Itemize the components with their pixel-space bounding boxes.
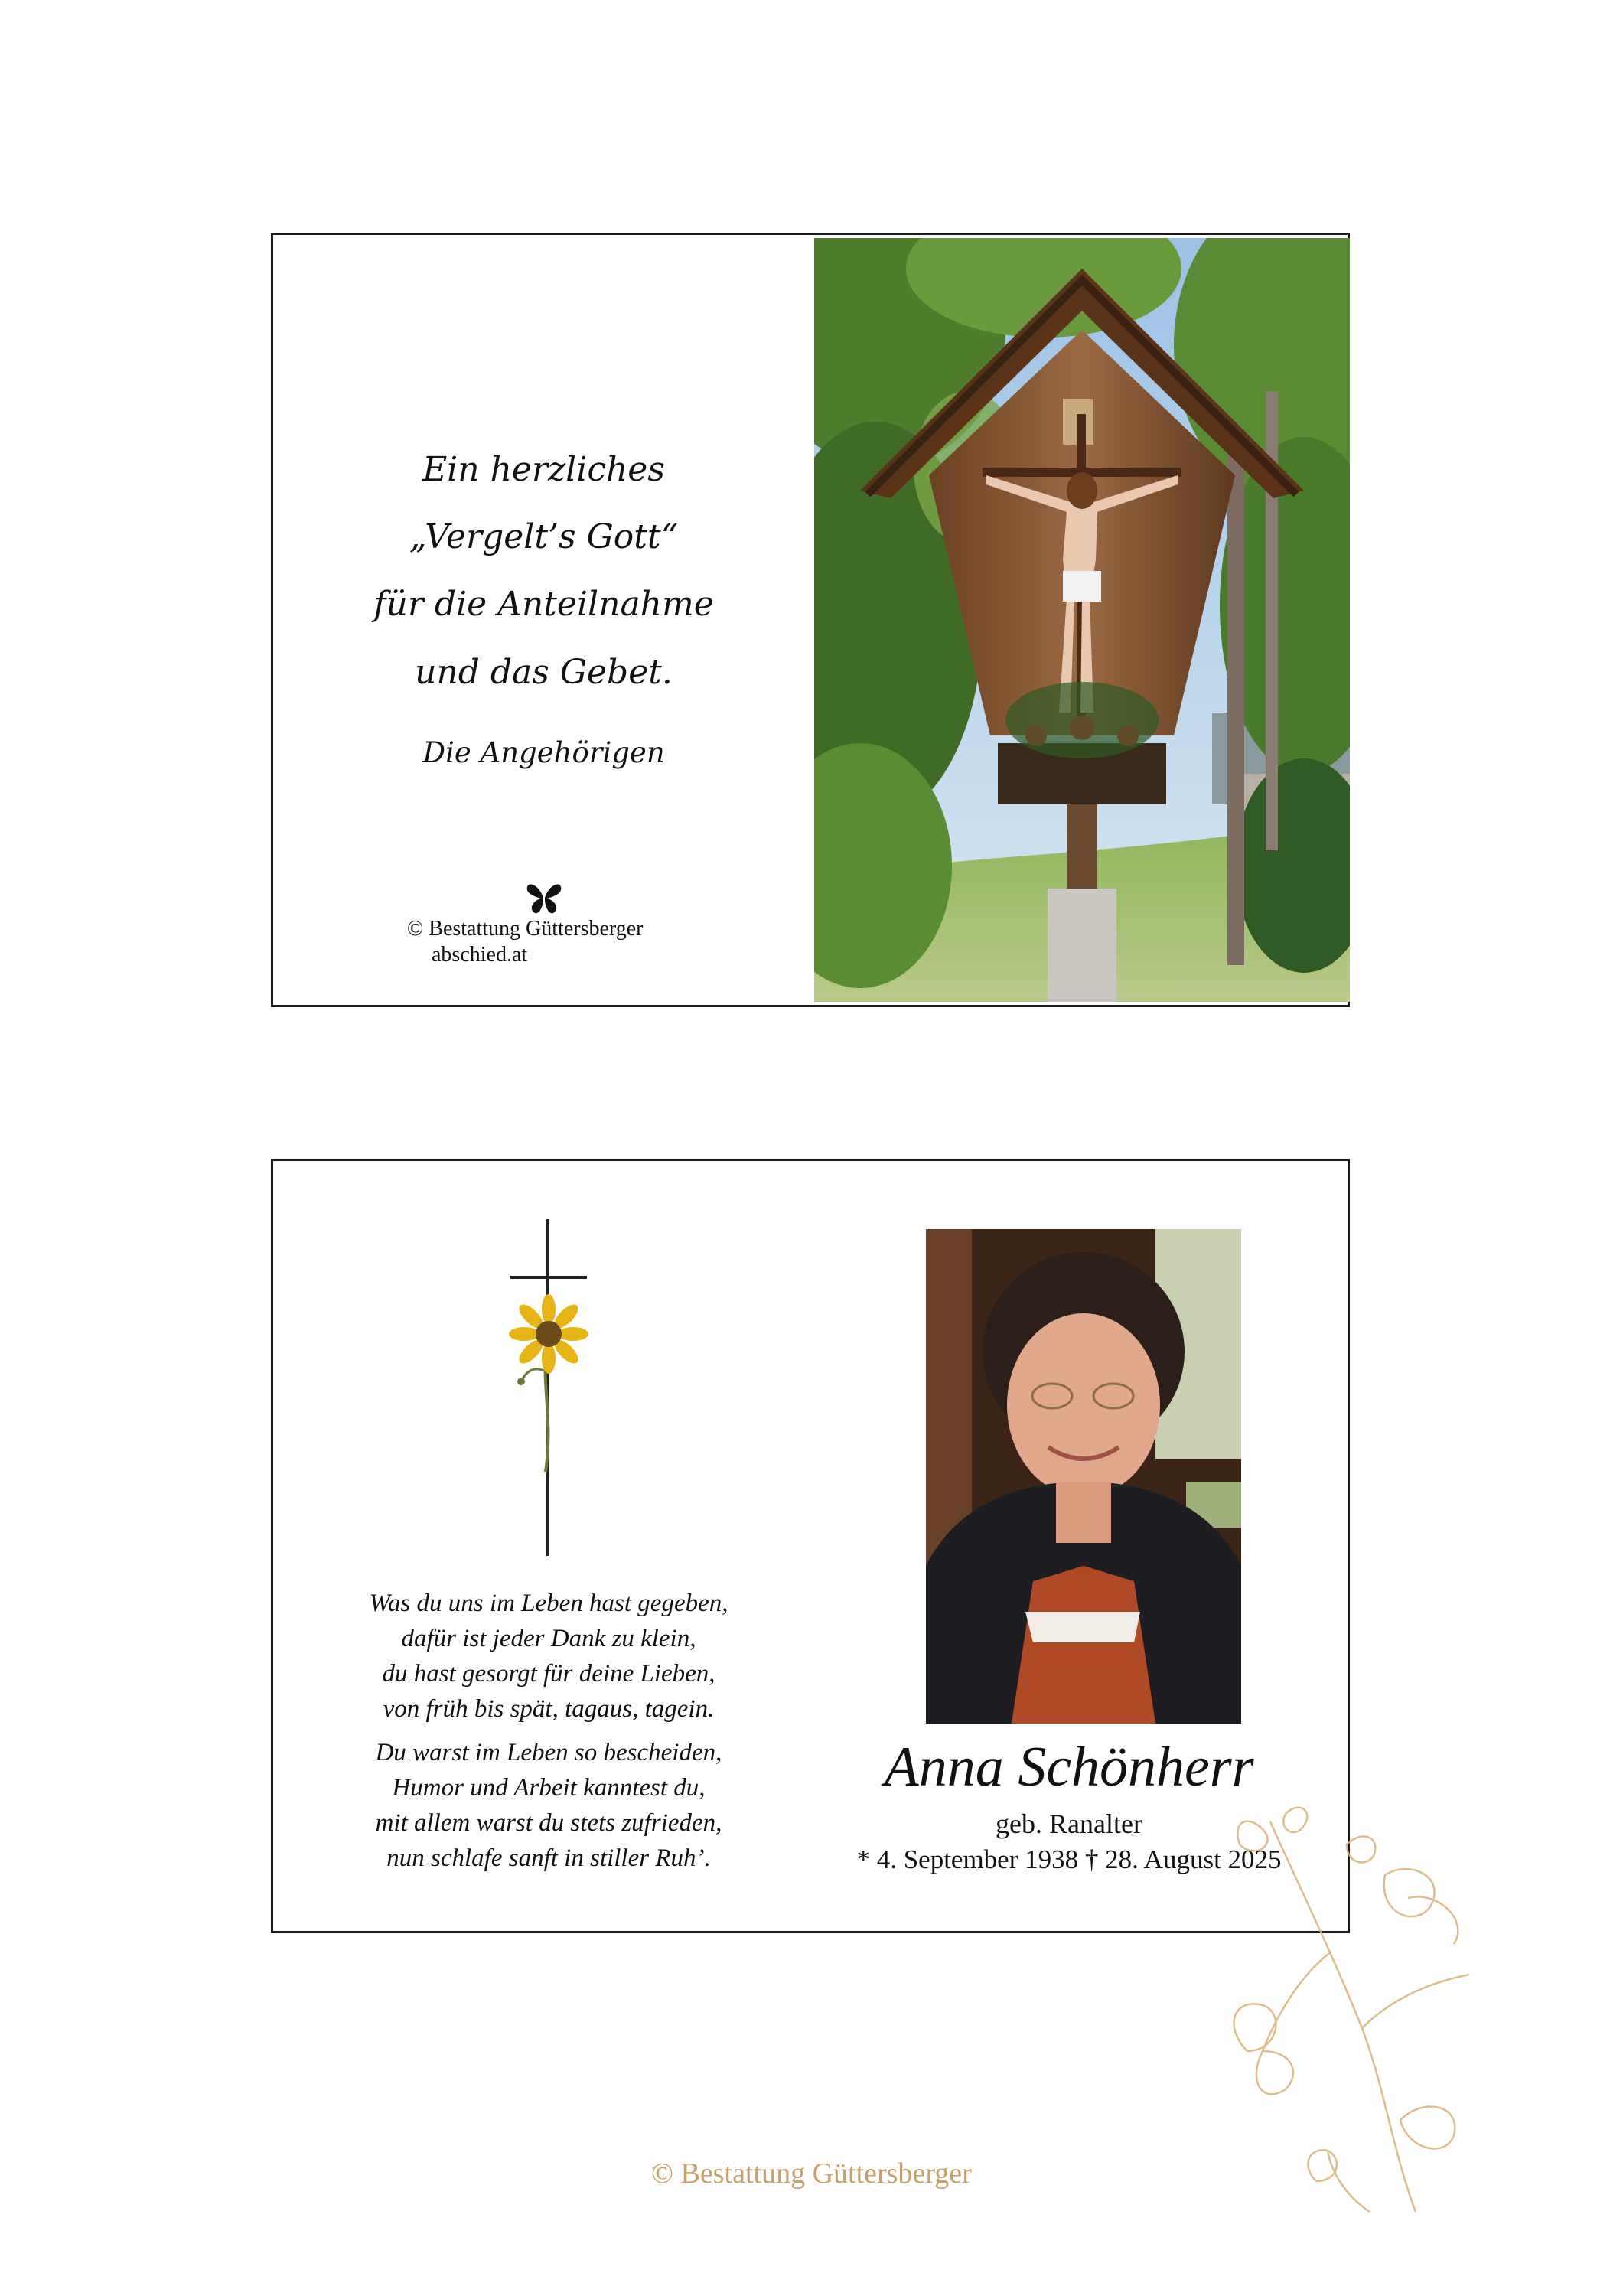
- poem-stanza-1: [273, 1586, 824, 1727]
- poem-line: dafür ist jeder Dank zu klein,: [401, 1625, 696, 1652]
- butterfly-icon: [526, 882, 562, 915]
- maiden-name: geb. Ranalter: [996, 1808, 1142, 1839]
- copyright-text: © Bestattung Güttersberger: [407, 917, 644, 941]
- deceased-name: Anna Schönherr: [884, 1736, 1254, 1799]
- poem-line: du hast gesorgt für deine Lieben,: [382, 1660, 715, 1688]
- life-dates: * 4. September 1938 † 28. August 2025: [856, 1844, 1282, 1874]
- poem-line: Du warst im Leben so bescheiden,: [375, 1739, 722, 1766]
- website-text: abschied.at: [432, 943, 528, 967]
- poem-stanza-2: [273, 1735, 824, 1876]
- cross-with-sunflower-icon: [487, 1219, 610, 1556]
- portrait-photo: [926, 1229, 1241, 1724]
- thanks-line: Ein herzliches: [422, 450, 665, 489]
- thanks-line: und das Gebet.: [415, 653, 673, 692]
- poem-line: mit allem warst du stets zufrieden,: [375, 1809, 722, 1837]
- thank-you-card: [271, 233, 1350, 1007]
- wayside-crucifix-photo: [814, 238, 1350, 1002]
- footer-copyright: © Bestattung Güttersberger: [651, 2157, 972, 2190]
- card-copyright: [407, 916, 643, 968]
- thanks-line: „Vergelt’s Gott“: [409, 517, 679, 556]
- poem-line: von früh bis spät, tagaus, tagein.: [383, 1695, 715, 1723]
- memorial-card: [271, 1159, 1350, 1933]
- signature: Die Angehörigen: [422, 736, 665, 769]
- poem-line: nun schlafe sanft in stiller Ruh’.: [386, 1844, 711, 1872]
- thanks-line: für die Anteilnahme: [373, 585, 714, 624]
- poem-line: Was du uns im Leben hast gegeben,: [369, 1590, 728, 1617]
- poem-line: Humor und Arbeit kanntest du,: [392, 1774, 706, 1802]
